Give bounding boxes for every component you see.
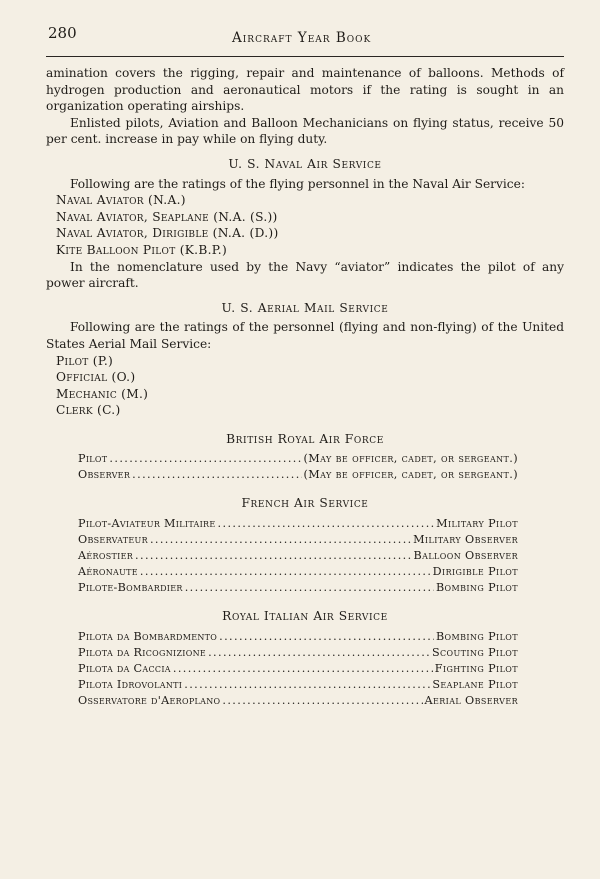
page-number: 280 bbox=[48, 24, 77, 42]
running-head: Aircraft Year Book bbox=[232, 30, 372, 46]
rating-term: Pilot bbox=[78, 452, 108, 466]
rating-equivalent: Scouting Pilot bbox=[431, 645, 518, 659]
table-row bbox=[78, 580, 518, 596]
table-row bbox=[78, 677, 518, 693]
dot-leader bbox=[219, 629, 434, 645]
rating-term: Pilota da Ricognizione bbox=[78, 645, 207, 659]
dot-leader bbox=[135, 548, 412, 564]
mail-heading: U. S. Aerial Mail Service bbox=[221, 300, 389, 315]
british-heading: British Royal Air Force bbox=[226, 431, 384, 446]
mail-rating: Mechanic (M.) bbox=[56, 386, 149, 401]
dot-leader bbox=[185, 580, 434, 596]
rating-equivalent: Bombing Pilot bbox=[435, 581, 518, 595]
mail-rating: Pilot (P.) bbox=[56, 353, 114, 368]
mail-intro: Following are the ratings of the personnel (flying and non-flying) of the United States Aerial Mail Service: bbox=[46, 320, 564, 351]
rating-equivalent: Military Observer bbox=[413, 533, 518, 547]
rating-term: Observateur bbox=[78, 533, 148, 547]
rating-equivalent: Military Pilot bbox=[436, 517, 518, 531]
rating-equivalent: Aerial Observer bbox=[424, 693, 518, 707]
dot-leader bbox=[222, 693, 422, 709]
rating-equivalent: (May be officer, cadet, or sergeant.) bbox=[303, 468, 518, 482]
rating-term: Pilota Idrovolanti bbox=[78, 677, 183, 691]
naval-intro: Following are the ratings of the flying personnel in the Naval Air Service: bbox=[70, 176, 525, 191]
french-heading: French Air Service bbox=[241, 496, 369, 511]
mail-rating: Clerk (C.) bbox=[56, 403, 121, 418]
rating-equivalent: Seaplane Pilot bbox=[432, 677, 518, 691]
table-row bbox=[78, 564, 518, 580]
dot-leader bbox=[132, 467, 301, 483]
naval-rating: Naval Aviator, Dirigible (N.A. (D.)) bbox=[56, 226, 279, 241]
naval-rating: Kite Balloon Pilot (K.B.P.) bbox=[56, 242, 228, 257]
naval-rating: Naval Aviator, Seaplane (N.A. (S.)) bbox=[56, 209, 278, 224]
naval-rating: Naval Aviator (N.A.) bbox=[56, 193, 186, 208]
rating-equivalent: (May be officer, cadet, or sergeant.) bbox=[303, 452, 518, 466]
british-ratings-table bbox=[78, 451, 518, 483]
dot-leader bbox=[218, 516, 435, 532]
table-row bbox=[78, 645, 518, 661]
table-row bbox=[78, 516, 518, 532]
rating-term: Osservatore d'Aeroplano bbox=[78, 693, 221, 707]
table-row bbox=[78, 629, 518, 645]
table-row bbox=[78, 548, 518, 564]
rating-equivalent: Fighting Pilot bbox=[434, 661, 518, 675]
table-row bbox=[78, 661, 518, 677]
naval-ratings-list bbox=[56, 192, 564, 258]
dot-leader bbox=[150, 532, 411, 548]
rating-equivalent: Balloon Observer bbox=[413, 549, 518, 563]
dot-leader bbox=[109, 451, 301, 467]
rating-term: Aéronaute bbox=[78, 565, 138, 579]
naval-note: In the nomenclature used by the Navy “aviator” indicates the pilot of any power aircraft. bbox=[46, 259, 564, 291]
dot-leader bbox=[208, 645, 430, 661]
dot-leader bbox=[173, 661, 433, 677]
french-ratings-table bbox=[78, 516, 518, 596]
continued-paragraph: amination covers the rigging, repair and maintenance of balloons. Methods of hydrogen production and aeronautical motors if the rating is sought in an organization operating airships. bbox=[46, 66, 564, 114]
dot-leader bbox=[140, 564, 431, 580]
italian-heading: Royal Italian Air Service bbox=[222, 609, 388, 624]
table-row bbox=[78, 532, 518, 548]
rating-equivalent: Dirigible Pilot bbox=[432, 565, 518, 579]
rating-equivalent: Bombing Pilot bbox=[435, 629, 518, 643]
italian-ratings-table bbox=[78, 629, 518, 709]
rating-term: Aérostier bbox=[78, 549, 134, 563]
page-header bbox=[46, 0, 564, 57]
table-row bbox=[78, 451, 518, 467]
naval-heading: U. S. Naval Air Service bbox=[228, 156, 382, 171]
rating-term: Pilota da Bombardmento bbox=[78, 629, 218, 643]
dot-leader bbox=[184, 677, 430, 693]
mail-rating: Official (O.) bbox=[56, 370, 136, 385]
table-row bbox=[78, 467, 518, 483]
mail-ratings-list bbox=[56, 353, 564, 419]
pay-paragraph: Enlisted pilots, Aviation and Balloon Mechanicians on flying status, receive 50 per cent. increase in pay while on flying duty. bbox=[46, 115, 564, 147]
table-row bbox=[78, 693, 518, 709]
rating-term: Pilote-Bombardier bbox=[78, 581, 183, 595]
rating-term: Pilota da Caccia bbox=[78, 661, 171, 675]
page-content bbox=[46, 65, 564, 709]
rating-term: Observer bbox=[78, 468, 131, 482]
rating-term: Pilot-Aviateur Militaire bbox=[78, 517, 216, 531]
